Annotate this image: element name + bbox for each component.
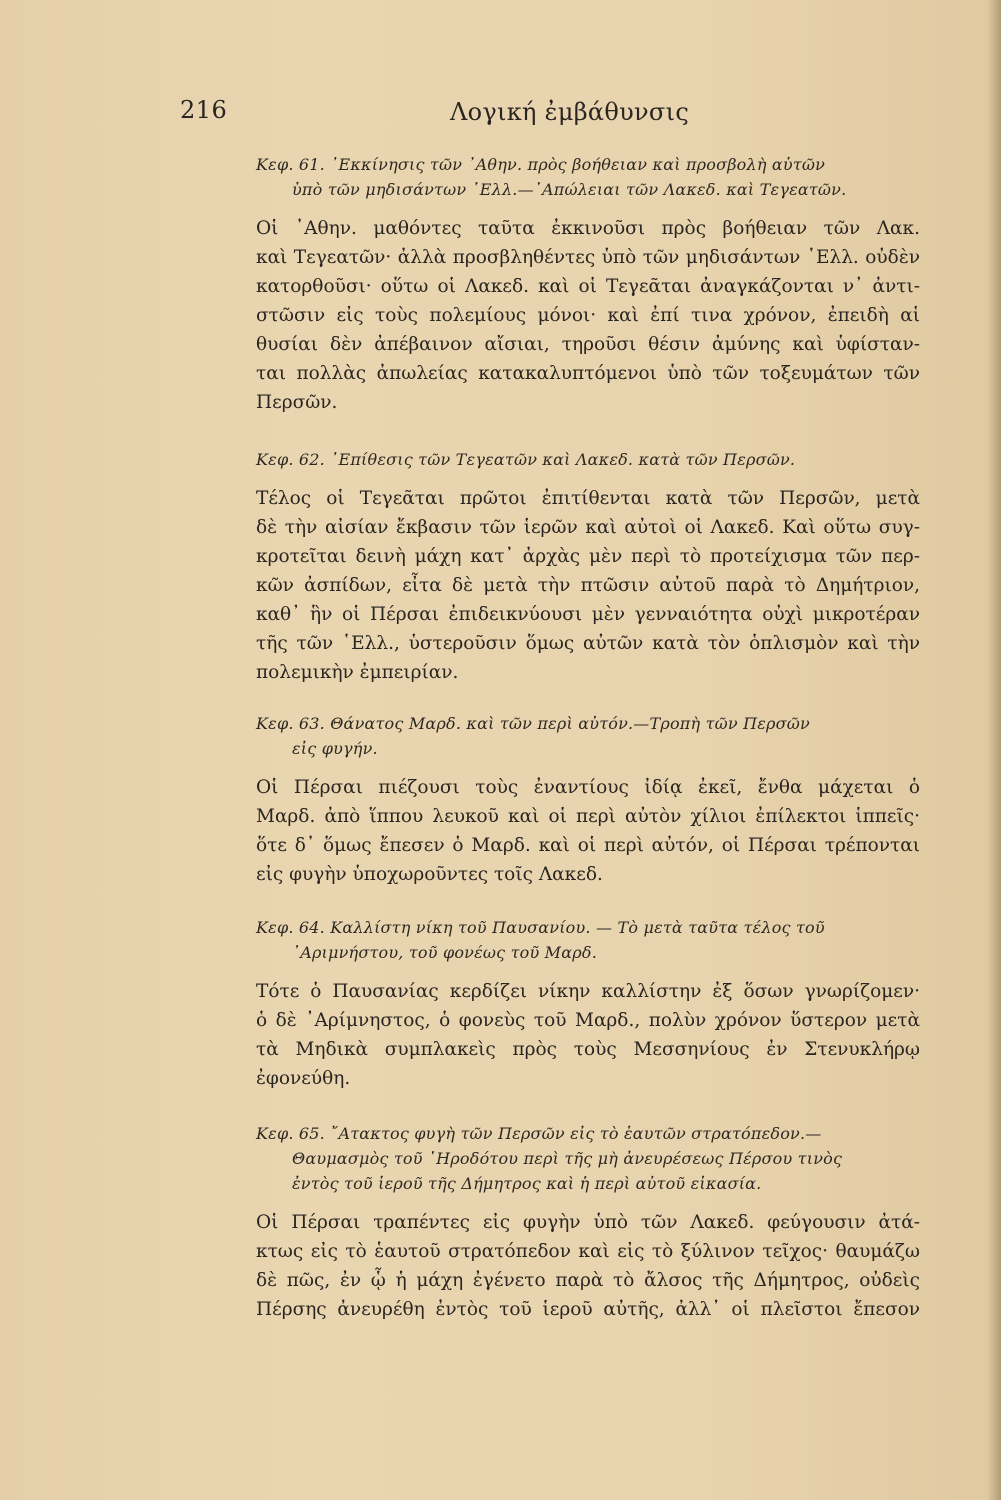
body-line: Περσῶν. [256,392,338,413]
chapter-body [256,214,920,417]
body-line: πολεμικὴν ἐμπειρίαν. [256,662,459,683]
body-line: εἰς φυγὴν ὑποχωροῦντες τοῖς Λακεδ. [256,864,603,885]
heading-line: Κεφ. 64. Καλλίστη νίκη τοῦ Παυσανίου. — Τὸ μετὰ ταῦτα τέλος τοῦ [256,918,825,937]
heading-line: Κεφ. 65. ῎Ατακτος φυγὴ τῶν Περσῶν εἰς τὸ ἑαυτῶν στρατόπεδον.— [256,1124,822,1143]
chapter-61 [256,152,920,417]
body-line: τὰ Μηδικὰ συμπλακεὶς πρὸς τοὺς Μεσσηνίους ἐν Στενυκλήρῳ [256,1039,920,1060]
chapter-62 [256,447,920,687]
body-line: θυσίαι δὲν ἀπέβαινον αἴσιαι, τηροῦσι θέσιν ἀμύνης καὶ ὑφίσταν- [256,334,920,355]
body-line: τῆς τῶν ῾Ελλ., ὑστεροῦσιν ὅμως αὐτῶν κατὰ τὸν ὁπλισμὸν καὶ τὴν [256,633,920,654]
body-line: Οἱ Πέρσαι τραπέντες εἰς φυγὴν ὑπὸ τῶν Λακεδ. φεύγουσιν ἀτά- [256,1212,920,1233]
chapter-63 [256,711,920,889]
heading-line: ὑπὸ τῶν μηδισάντων ῾Ελλ.—᾿Απώλειαι τῶν Λακεδ. καὶ Τεγεατῶν. [292,180,847,199]
chapter-65 [256,1121,920,1324]
running-title: Λογική ἐμβάθυνσις [450,98,690,126]
chapter-body [256,977,920,1093]
heading-line: εἰς φυγήν. [292,739,378,758]
body-line: Οἱ ᾿Αθην. μαθόντες ταῦτα ἐκκινοῦσι πρὸς βοήθειαν τῶν Λακ. [256,218,920,239]
chapter-heading [256,711,920,761]
page-content [256,152,920,1324]
heading-line: Κεφ. 63. Θάνατος Μαρδ. καὶ τῶν περὶ αὐτόν.—Τροπὴ τῶν Περσῶν [256,714,810,733]
chapter-heading [256,915,920,965]
body-line: κροτεῖται δεινὴ μάχη κατ᾿ ἀρχὰς μὲν περὶ τὸ προτείχισμα τῶν περ- [256,546,920,567]
body-line: ὅτε δ᾿ ὅμως ἔπεσεν ὁ Μαρδ. καὶ οἱ περὶ αὐτόν, οἱ Πέρσαι τρέπονται [256,835,920,856]
chapter-body [256,484,920,687]
body-line: Πέρσης ἀνευρέθη ἐντὸς τοῦ ἱεροῦ αὐτῆς, ἀλλ᾿ οἱ πλεῖστοι ἔπεσον [256,1299,920,1320]
body-line: ται πολλὰς ἀπωλείας κατακαλυπτόμενοι ὑπὸ τῶν τοξευμάτων τῶν [256,363,920,384]
body-line: κατορθοῦσι· οὕτω οἱ Λακεδ. καὶ οἱ Τεγεᾶται ἀναγκάζονται ν᾿ ἀντι- [256,276,920,297]
heading-line: ᾿Αριμνήστου, τοῦ φονέως τοῦ Μαρδ. [292,943,597,962]
page-number: 216 [180,96,228,124]
page-header [180,96,920,136]
body-line: Οἱ Πέρσαι πιέζουσι τοὺς ἐναντίους ἰδίᾳ ἐκεῖ, ἔνθα μάχεται ὁ [256,777,920,798]
chapter-heading [256,152,920,202]
body-line: ἐφονεύθη. [256,1068,351,1089]
body-line: καθ᾿ ἣν οἱ Πέρσαι ἐπιδεικνύουσι μὲν γενναιότητα οὐχὶ μικροτέραν [256,604,920,625]
chapter-64 [256,915,920,1093]
body-line: Τέλος οἱ Τεγεᾶται πρῶτοι ἐπιτίθενται κατὰ τῶν Περσῶν, μετὰ [256,488,920,509]
chapter-heading [256,447,920,472]
chapter-body [256,773,920,889]
body-line: Τότε ὁ Παυσανίας κερδίζει νίκην καλλίστην ἐξ ὅσων γνωρίζομεν· [256,981,920,1002]
heading-line: Κεφ. 61. ᾿Εκκίνησις τῶν ᾿Αθην. πρὸς βοήθειαν καὶ προσβολὴ αὐτῶν [256,155,826,174]
heading-line: Κεφ. 62. ᾿Επίθεσις τῶν Τεγεατῶν καὶ Λακεδ. κατὰ τῶν Περσῶν. [256,450,796,469]
body-line: στῶσιν εἰς τοὺς πολεμίους μόνοι· καὶ ἐπί τινα χρόνον, ἐπειδὴ αἱ [256,305,920,326]
heading-line: Θαυμασμὸς τοῦ ῾Ηροδότου περὶ τῆς μὴ ἀνευρέσεως Πέρσου τινὸς [292,1149,843,1168]
body-line: δὲ πῶς, ἐν ᾧ ἡ μάχη ἐγένετο παρὰ τὸ ἄλσος τῆς Δήμητρος, οὐδεὶς [256,1270,920,1291]
chapter-heading [256,1121,920,1196]
body-line: δὲ τὴν αἰσίαν ἔκβασιν τῶν ἱερῶν καὶ αὐτοὶ οἱ Λακεδ. Καὶ οὕτω συγ- [256,517,920,538]
heading-line: ἐντὸς τοῦ ἱεροῦ τῆς Δήμητρος καὶ ἡ περὶ αὐτοῦ εἰκασία. [292,1174,762,1193]
body-line: Μαρδ. ἀπὸ ἵππου λευκοῦ καὶ οἱ περὶ αὐτὸν χίλιοι ἐπίλεκτοι ἱππεῖς· [256,806,920,827]
chapter-body [256,1208,920,1324]
body-line: κῶν ἀσπίδων, εἶτα δὲ μετὰ τὴν πτῶσιν αὐτοῦ παρὰ τὸ Δημήτριον, [256,575,920,596]
page-spine-shadow [987,0,1001,1500]
body-line: κτως εἰς τὸ ἑαυτοῦ στρατόπεδον καὶ εἰς τὸ ξύλινον τεῖχος· θαυμάζω [256,1241,920,1262]
body-line: ὁ δὲ ᾿Αρίμνηστος, ὁ φονεὺς τοῦ Μαρδ., πολὺν χρόνον ὕστερον μετὰ [256,1010,920,1031]
body-line: καὶ Τεγεατῶν· ἀλλὰ προσβληθέντες ὑπὸ τῶν μηδισάντων ῾Ελλ. οὐδὲν [256,247,920,268]
